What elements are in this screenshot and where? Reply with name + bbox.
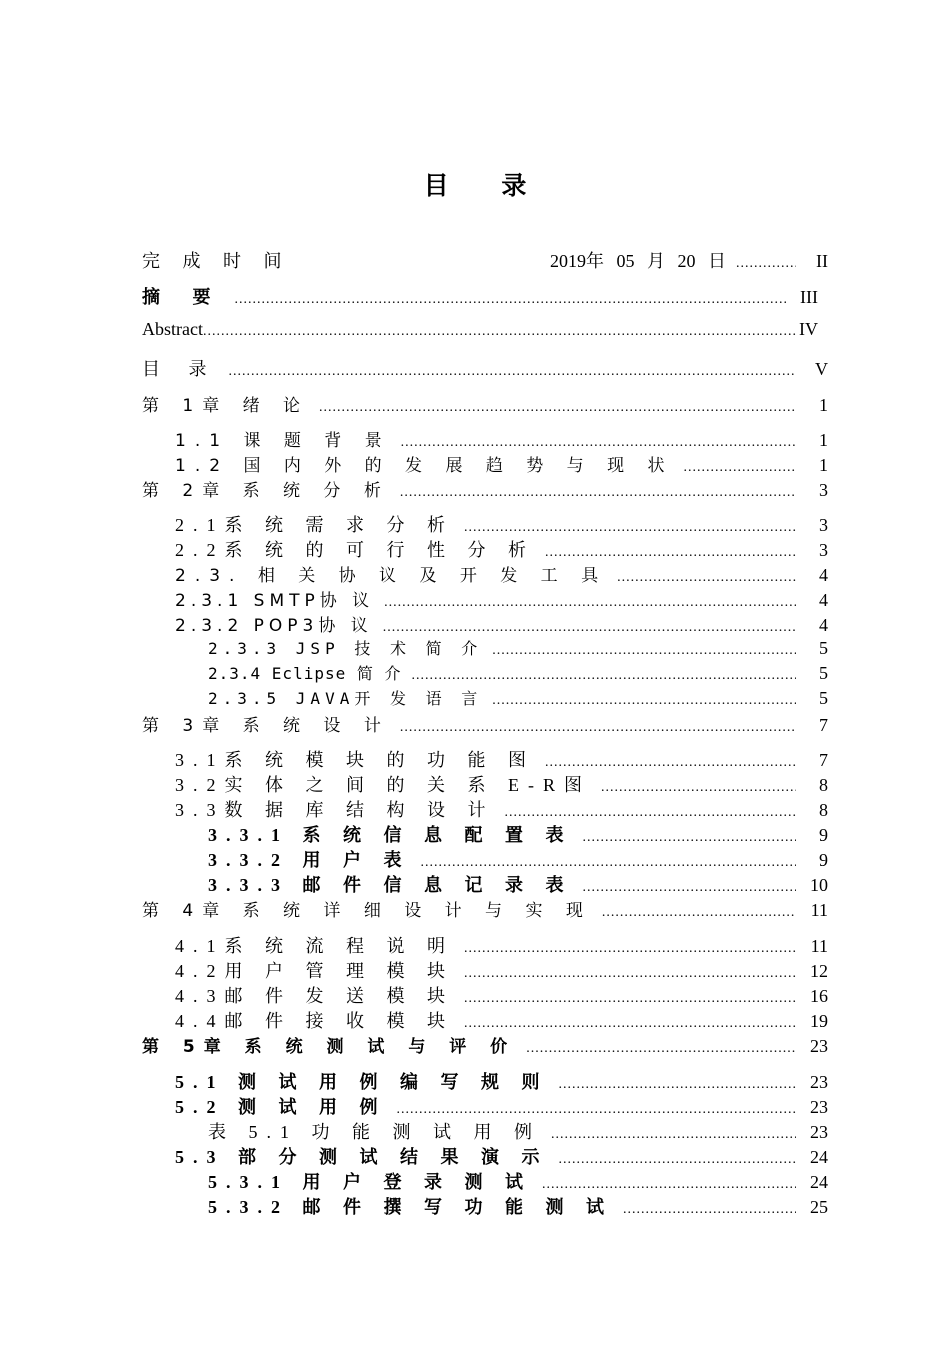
toc-entry-table-5-1[interactable] [208, 1118, 828, 1142]
toc-entry-chapter-3[interactable] [142, 711, 828, 735]
toc-page-number: 23 [810, 1036, 828, 1056]
toc-page-number: 23 [810, 1122, 828, 1142]
toc-entry-label: 3.3.2 用 户 表 [208, 850, 411, 870]
toc-leader [545, 755, 796, 771]
toc-entry-4-1[interactable] [175, 932, 828, 956]
toc-entry-label: 第 3章 系 统 设 计 [142, 716, 390, 736]
toc-entry-label: 3.2实 体 之 间 的 关 系 E-R图 [175, 775, 591, 795]
toc-entry-chapter-2[interactable] [142, 476, 828, 500]
toc-entry-label: 3.3.1 系 统 信 息 配 置 表 [208, 825, 573, 845]
toc-entry-4-3[interactable] [175, 982, 828, 1006]
toc-page-number: III [800, 287, 818, 307]
toc-page-number: 3 [819, 480, 828, 500]
toc-entry-5-3-1[interactable] [208, 1168, 828, 1192]
toc-entry-chapter-1[interactable] [142, 391, 828, 415]
toc-leader [617, 570, 796, 586]
toc-leader [505, 805, 797, 821]
toc-entry-label: Abstract [142, 319, 203, 339]
toc-entry-date: 2019年 05 月 20 日 [550, 251, 726, 271]
toc-leader [401, 435, 796, 451]
toc-entry-3-1[interactable] [175, 746, 828, 770]
toc-entry-2-3-4[interactable] [208, 661, 828, 685]
toc-page-number: 3 [819, 540, 828, 560]
toc-leader [736, 256, 796, 272]
toc-entry-5-3[interactable] [175, 1143, 828, 1167]
toc-entry-label: 2.3.5 JAVA开 发 语 言 [208, 689, 483, 708]
toc-entry-2-2[interactable] [175, 536, 828, 560]
toc-page-number: 12 [810, 961, 828, 981]
toc-entry-abstract-en[interactable] [142, 319, 818, 343]
toc-entry-label: 第 1章 绪 论 [142, 396, 310, 416]
toc-leader [464, 941, 796, 957]
toc-entry-label: 2.3.2 POP3协 议 [175, 616, 373, 636]
toc-entry-1-2[interactable] [175, 451, 828, 475]
toc-leader [526, 1041, 796, 1057]
toc-page-number: 9 [819, 850, 828, 870]
toc-entry-label: 2.3.1 SMTP协 议 [175, 591, 375, 611]
toc-leader [421, 855, 797, 871]
toc-page-number: 4 [819, 565, 828, 585]
toc-entry-3-3-3[interactable] [208, 871, 828, 895]
toc-entry-label: 2.2系 统 的 可 行 性 分 析 [175, 540, 535, 560]
toc-entry-label: 2.3. 相 关 协 议 及 开 发 工 具 [175, 566, 608, 586]
toc-page-number: 24 [810, 1172, 828, 1192]
toc-page-number: 7 [819, 715, 828, 735]
toc-leader [464, 966, 796, 982]
toc-entry-label: 1.2 国 内 外 的 发 展 趋 势 与 现 状 [175, 456, 674, 476]
toc-page-number: V [815, 359, 828, 379]
toc-entry-chapter-4[interactable] [142, 896, 828, 920]
toc-leader [683, 460, 796, 476]
toc-page-number: 16 [810, 986, 828, 1006]
toc-entry-label: 4.2用 户 管 理 模 块 [175, 961, 454, 981]
toc-entry-3-3-2[interactable] [208, 846, 828, 870]
toc-entry-chapter-5[interactable] [142, 1032, 828, 1056]
toc-entry-contents[interactable] [142, 355, 828, 379]
toc-entry-label: 第 2章 系 统 分 析 [142, 481, 390, 501]
toc-entry-label: 第 4章 系 统 详 细 设 计 与 实 现 [142, 901, 592, 921]
toc-entry-4-4[interactable] [175, 1007, 828, 1031]
toc-page-number: 9 [819, 825, 828, 845]
toc-leader [492, 643, 796, 659]
toc-leader [464, 520, 796, 536]
toc-entry-label: 5.3.2 邮 件 撰 写 功 能 测 试 [208, 1197, 613, 1217]
toc-leader [384, 595, 796, 611]
toc-leader [464, 991, 796, 1007]
toc-page-number: 8 [819, 775, 828, 795]
toc-leader [602, 905, 796, 921]
toc-page-number: II [816, 251, 828, 271]
toc-entry-label: 目 录 [142, 359, 219, 379]
toc-leader [559, 1152, 797, 1168]
toc-page-number: 23 [810, 1072, 828, 1092]
toc-page-number: 1 [819, 395, 828, 415]
toc-entry-label: 5.3 部 分 测 试 结 果 演 示 [175, 1147, 549, 1167]
toc-entry-4-2[interactable] [175, 957, 828, 981]
toc-page-number: 25 [810, 1197, 828, 1217]
toc-page-number: 4 [819, 615, 828, 635]
toc-entry-2-3-1[interactable] [175, 586, 828, 610]
toc-leader [545, 545, 796, 561]
toc-page-number: 4 [819, 590, 828, 610]
toc-leader [492, 693, 796, 709]
toc-entry-label: 2.1系 统 需 求 分 析 [175, 515, 454, 535]
toc-entry-label: 4.1系 统 流 程 说 明 [175, 936, 454, 956]
toc-leader [412, 668, 797, 684]
toc-page-number: 11 [810, 936, 828, 956]
toc-leader [235, 292, 787, 308]
toc-leader [559, 1077, 797, 1093]
toc-leader [551, 1127, 796, 1143]
toc-leader [623, 1202, 796, 1218]
toc-leader [383, 620, 796, 636]
page-title: 目 录 [423, 171, 549, 200]
toc-entry-3-3-1[interactable] [208, 821, 828, 845]
toc-entry-label: 摘 要 [142, 287, 225, 307]
toc-entry-2-3-3[interactable] [208, 636, 828, 660]
toc-page-number: 23 [810, 1097, 828, 1117]
toc-entry-label: 5.1 测 试 用 例 编 写 规 则 [175, 1072, 549, 1092]
toc-page-number: 1 [819, 430, 828, 450]
toc-page-number: 11 [810, 900, 828, 920]
toc-page-number: IV [799, 319, 818, 339]
toc-leader [583, 830, 797, 846]
toc-entry-label: 5.2 测 试 用 例 [175, 1097, 387, 1117]
toc-entry-3-2[interactable] [175, 771, 828, 795]
toc-leader [542, 1177, 796, 1193]
toc-entry-label: 3.3.3 邮 件 信 息 记 录 表 [208, 875, 573, 895]
toc-entry-label: 4.4邮 件 接 收 模 块 [175, 1011, 454, 1031]
toc-leader [400, 485, 796, 501]
toc-entry-5-2[interactable] [175, 1093, 828, 1117]
toc-leader [601, 780, 796, 796]
toc-entry-2-3-2[interactable] [175, 611, 828, 635]
toc-page-number: 1 [819, 455, 828, 475]
toc-entry-2-1[interactable] [175, 511, 828, 535]
toc-entry-2-3[interactable] [175, 561, 828, 585]
toc-page-number: 19 [810, 1011, 828, 1031]
toc-entry-label: 5.3.1 用 户 登 录 测 试 [208, 1172, 532, 1192]
toc-entry-label: 1.1 课 题 背 景 [175, 431, 391, 451]
toc-entry-label: 表 5.1 功 能 测 试 用 例 [208, 1122, 541, 1142]
toc-page-number: 5 [819, 663, 828, 683]
toc-leader [319, 400, 796, 416]
toc-entry-completion-time[interactable] [142, 247, 828, 271]
toc-entry-abstract-cn[interactable] [142, 283, 828, 307]
toc-page-number: 24 [810, 1147, 828, 1167]
toc-leader [397, 1102, 797, 1118]
toc-entry-label: 3.3数 据 库 结 构 设 计 [175, 800, 495, 820]
toc-entry-label: 2.3.3 JSP 技 术 简 介 [208, 639, 483, 658]
toc-page-number: 5 [819, 638, 828, 658]
toc-entry-5-3-2[interactable] [208, 1193, 828, 1217]
toc-leader [229, 364, 797, 380]
toc-entry-label: 3.1系 统 模 块 的 功 能 图 [175, 750, 535, 770]
toc-leader [203, 324, 796, 340]
toc-leader [464, 1016, 796, 1032]
toc-entry-label: 第 5章 系 统 测 试 与 评 价 [142, 1037, 517, 1057]
toc-page-number: 7 [819, 750, 828, 770]
toc-entry-label: 4.3邮 件 发 送 模 块 [175, 986, 454, 1006]
toc-page-number: 5 [819, 688, 828, 708]
toc-entry-3-3[interactable] [175, 796, 828, 820]
toc-page-number: 8 [819, 800, 828, 820]
toc-entry-label: 完 成 时 间 [142, 251, 291, 271]
toc-entry-1-1[interactable] [175, 426, 828, 450]
toc-page-number: 10 [810, 875, 828, 895]
toc-entry-5-1[interactable] [175, 1068, 828, 1092]
toc-leader [583, 880, 797, 896]
toc-entry-label: 2.3.4 Eclipse 简 介 [208, 664, 402, 683]
toc-entry-2-3-5[interactable] [208, 686, 828, 710]
toc-leader [400, 720, 796, 736]
toc-page-number: 3 [819, 515, 828, 535]
